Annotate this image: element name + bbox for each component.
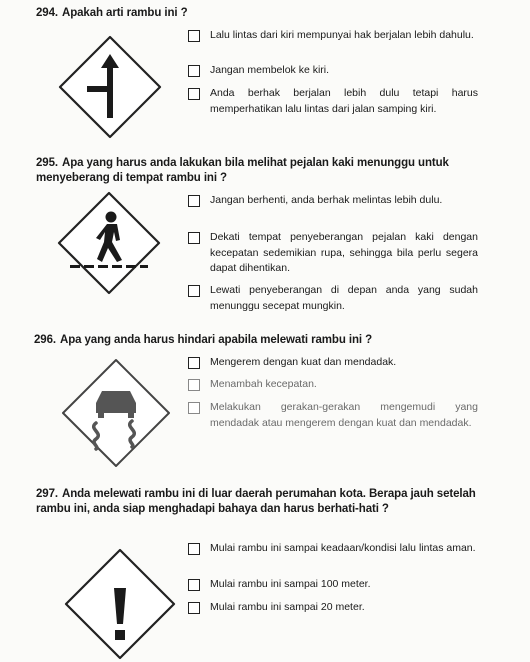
- question-number: 296.: [34, 334, 56, 346]
- option-text: Anda berhak berjalan lebih dulu tetapi harus memperhatikan lalu lintas dari jalan samping kiri.: [210, 87, 478, 115]
- general-warning-sign-icon: [62, 546, 178, 662]
- option-text: Jangan membelok ke kiri.: [210, 64, 330, 76]
- option-295-c[interactable]: [188, 283, 478, 314]
- question-text: Apa yang harus anda lakukan bila melihat pejalan kaki menunggu untuk menyeberang di tempat rambu ini ?: [36, 157, 449, 184]
- question-text: Apa yang anda harus hindari apabila melewati rambu ini ?: [59, 334, 372, 346]
- question-295-title: [36, 156, 486, 186]
- answer-checkbox[interactable]: [188, 379, 200, 391]
- option-text: Jangan berhenti, anda berhak melintas lebih dulu.: [210, 194, 443, 206]
- question-text: Anda melewati rambu ini di luar daerah perumahan kota. Berapa jauh setelah rambu ini, anda siap menghadapi bahaya dan harus berhati-hati ?: [36, 488, 476, 515]
- answer-checkbox[interactable]: [188, 285, 200, 297]
- answer-checkbox[interactable]: [188, 579, 200, 591]
- option-text: Lalu lintas dari kiri mempunyai hak berjalan lebih dahulu.: [210, 29, 474, 41]
- question-text: Apakah arti rambu ini ?: [61, 7, 188, 19]
- answer-checkbox[interactable]: [188, 232, 200, 244]
- option-297-c[interactable]: [188, 600, 478, 616]
- question-296-title: [34, 333, 494, 348]
- question-294-title: [36, 6, 496, 21]
- merge-from-left-sign-icon: [57, 34, 163, 140]
- question-number: 297.: [36, 488, 58, 500]
- answer-checkbox[interactable]: [188, 195, 200, 207]
- option-text: Mulai rambu ini sampai keadaan/kondisi lalu lintas aman.: [210, 542, 476, 554]
- option-text: Mengerem dengan kuat dan mendadak.: [210, 356, 397, 368]
- question-297-title: [36, 487, 476, 517]
- answer-checkbox[interactable]: [188, 357, 200, 369]
- option-text: Menambah kecepatan.: [210, 378, 317, 390]
- option-297-b[interactable]: [188, 577, 478, 593]
- answer-checkbox[interactable]: [188, 402, 200, 414]
- option-295-b[interactable]: [188, 230, 478, 277]
- option-text: Mulai rambu ini sampai 20 meter.: [210, 601, 365, 613]
- option-text: Dekati tempat penyeberangan pejalan kaki dengan kecepatan sedemikian rupa, sehingga bila perlu segera dapat dihentikan.: [210, 231, 478, 274]
- option-297-a[interactable]: [188, 541, 478, 557]
- question-number: 295.: [36, 157, 58, 169]
- option-text: Lewati penyeberangan di depan anda yang sudah menunggu secepat mungkin.: [210, 284, 478, 312]
- answer-checkbox[interactable]: [188, 65, 200, 77]
- option-294-b[interactable]: [188, 63, 478, 79]
- answer-checkbox[interactable]: [188, 543, 200, 555]
- option-text: Melakukan gerakan-gerakan mengemudi yang mendadak atau mengerem dengan kuat dan mendadak.: [210, 401, 478, 429]
- option-295-a[interactable]: [188, 193, 478, 209]
- option-294-a[interactable]: [188, 28, 478, 44]
- pedestrian-crossing-sign-icon: [56, 190, 162, 296]
- option-296-a[interactable]: [188, 355, 478, 371]
- option-296-b[interactable]: [188, 377, 478, 393]
- slippery-road-sign-icon: [60, 357, 172, 469]
- question-number: 294.: [36, 7, 58, 19]
- option-text: Mulai rambu ini sampai 100 meter.: [210, 578, 371, 590]
- option-296-c[interactable]: [188, 400, 478, 431]
- answer-checkbox[interactable]: [188, 30, 200, 42]
- option-294-c[interactable]: [188, 86, 478, 117]
- answer-checkbox[interactable]: [188, 88, 200, 100]
- answer-checkbox[interactable]: [188, 602, 200, 614]
